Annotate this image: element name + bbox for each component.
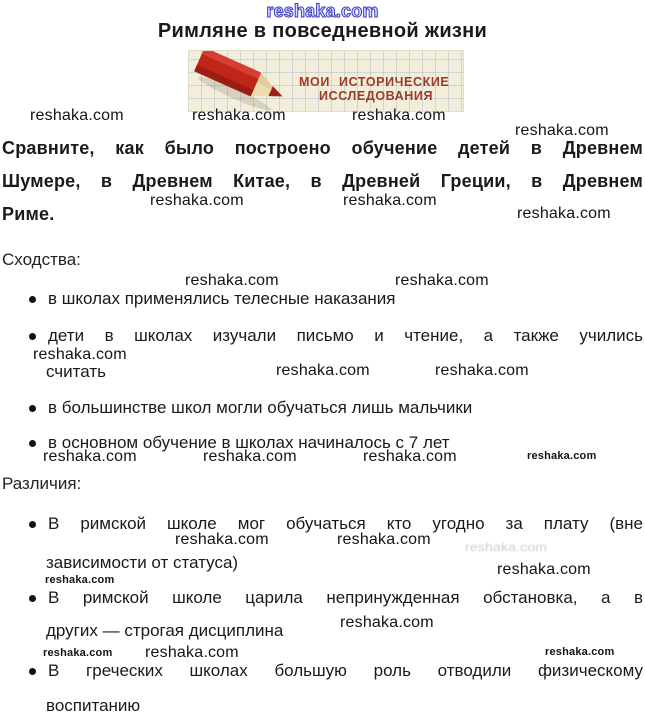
watermark: reshaka.com: [276, 362, 370, 379]
watermark: reshaka.com: [352, 107, 446, 124]
watermark: reshaka.com: [175, 531, 269, 548]
bullet-dot: [29, 333, 36, 340]
bullet-item: в основном обучение в школах начиналось с 7 лет: [48, 433, 450, 452]
watermark: reshaka.com: [395, 272, 489, 289]
bullet-item: в большинстве школ могли обучаться лишь мальчики: [48, 398, 473, 417]
bullet-item: В греческих школах большую роль отводили физическому: [48, 661, 643, 680]
banner-caption-line2: ИССЛЕДОВАНИЯ: [319, 89, 434, 103]
watermark: reshaka.com: [337, 531, 431, 548]
red-pencil-icon: [193, 51, 303, 112]
watermark: reshaka.com: [30, 107, 124, 124]
watermark: reshaka.com: [515, 122, 609, 139]
watermark: reshaka.com: [497, 561, 591, 578]
watermark: reshaka.com: [527, 450, 597, 462]
bullet-item-continuation: считать: [46, 362, 106, 381]
watermark: reshaka.com: [185, 272, 279, 289]
watermark: reshaka.com: [435, 362, 529, 379]
banner-caption-line1: МОИ ИСТОРИЧЕСКИЕ: [299, 75, 450, 89]
watermark: reshaka.com: [343, 192, 437, 209]
watermark: reshaka.com: [45, 574, 115, 586]
bullet-dot: [29, 405, 36, 412]
bullet-item-continuation: воспитанию: [46, 696, 141, 715]
bullet-dot: [29, 595, 36, 602]
watermark: reshaka.com: [192, 107, 286, 124]
watermark: reshaka.com: [150, 192, 244, 209]
watermark: reshaka.com: [545, 646, 615, 658]
section-heading-differences: Различия:: [2, 474, 82, 493]
watermark: reshaka.com: [43, 647, 113, 659]
banner-image: [188, 50, 464, 112]
bullet-item: В римской школе мог обучаться кто угодно за плату (вне: [48, 514, 643, 533]
question-line: Шумере, в Древнем Китае, в Древней Греции, в Древнем: [2, 171, 643, 191]
question-line: Сравните, как было построено обучение детей в Древнем: [2, 138, 643, 158]
question-line: Риме.: [2, 204, 55, 224]
watermark: reshaka.com: [203, 448, 297, 465]
page-title: Римляне в повседневной жизни: [157, 20, 488, 42]
watermark: reshaka.com: [43, 448, 137, 465]
section-heading-similarities: Сходства:: [2, 250, 81, 269]
bullet-item-continuation: других — строгая дисциплина: [46, 621, 284, 640]
bullet-dot: [29, 521, 36, 528]
watermark: reshaka.com: [340, 614, 434, 631]
watermark: reshaka.com: [363, 448, 457, 465]
watermark-faded: reshaka.com: [464, 540, 549, 554]
bullet-dot: [29, 440, 36, 447]
bullet-item: в школах применялись телесные наказания: [48, 289, 396, 308]
bullet-dot: [29, 668, 36, 675]
bullet-item: В римской школе царила непринужденная обстановка, а в: [48, 588, 643, 607]
watermark: reshaka.com: [33, 346, 127, 363]
watermark: reshaka.com: [266, 1, 379, 21]
bullet-item: дети в школах изучали письмо и чтение, а также учились: [48, 326, 643, 345]
watermark: reshaka.com: [145, 644, 239, 661]
bullet-dot: [29, 296, 36, 303]
bullet-item-continuation: зависимости от статуса): [46, 553, 239, 572]
watermark: reshaka.com: [517, 205, 611, 222]
